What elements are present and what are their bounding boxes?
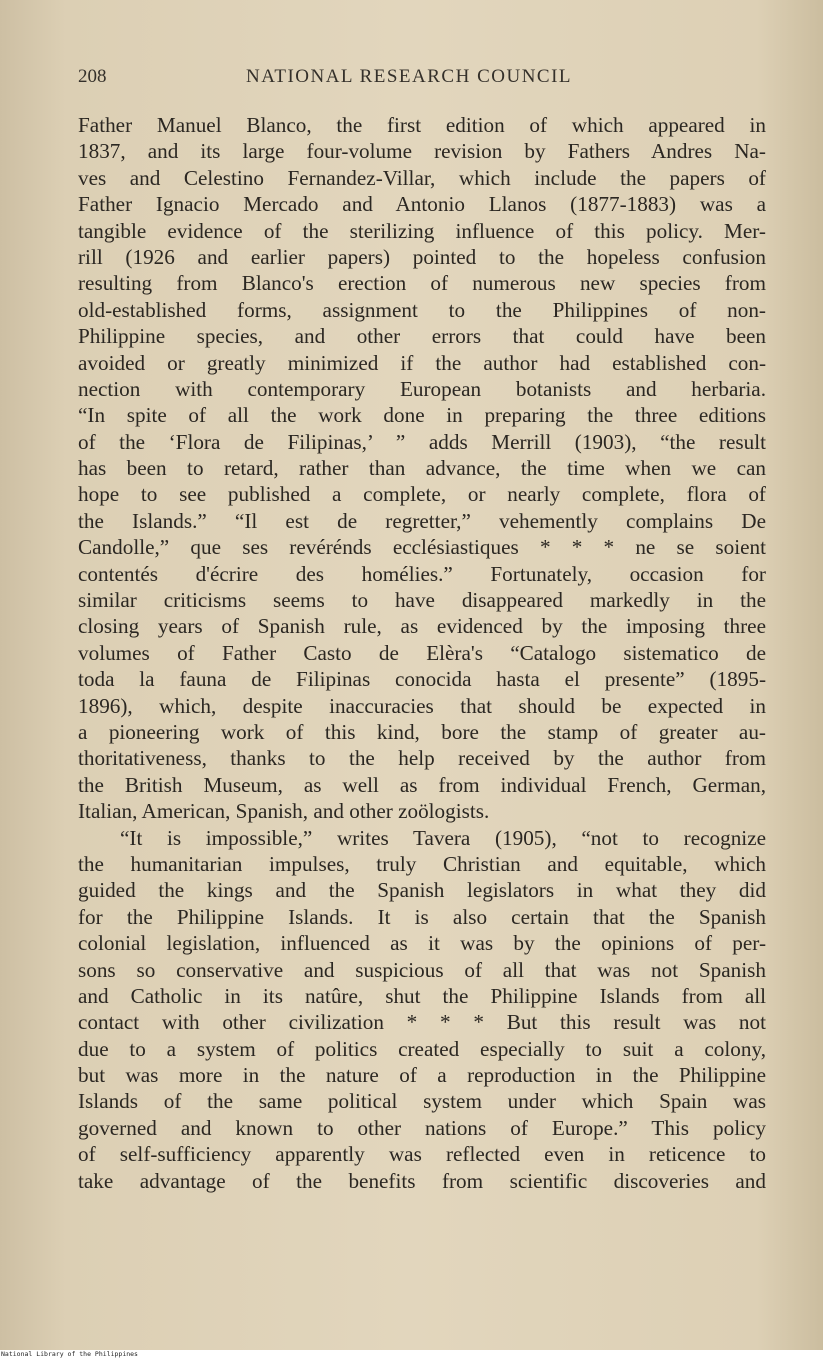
body-text — [78, 112, 766, 1194]
paragraph-start-line: “It is impossible,” writes Tavera (1905), “not to recognize — [120, 825, 766, 850]
text-line: the humanitarian impulses, truly Christian and equitable, which — [78, 851, 766, 876]
text-line: governed and known to other nations of Europe.” This policy — [78, 1115, 766, 1140]
text-line: Philippine species, and other errors that could have been — [78, 324, 766, 349]
text-line: has been to retard, rather than advance, the time when we can — [78, 456, 766, 481]
text-line: but was more in the nature of a reproduction in the Philippine — [78, 1063, 766, 1088]
text-line: thoritativeness, thanks to the help received by the author from — [78, 746, 766, 771]
text-line: the British Museum, as well as from individual French, German, — [78, 772, 766, 797]
text-line: take advantage of the benefits from scientific discoveries and — [78, 1168, 766, 1193]
text-line: closing years of Spanish rule, as evidenced by the imposing three — [78, 614, 766, 639]
text-line: ves and Celestino Fernandez-Villar, which include the papers of — [78, 165, 766, 190]
text-line: 1837, and its large four-volume revision by Fathers Andres Na- — [78, 139, 766, 164]
library-credit: National Library of the Philippines — [1, 1350, 138, 1358]
text-line: volumes of Father Casto de Elèra's “Catalogo sistematico de — [78, 640, 766, 665]
text-line: “In spite of all the work done in preparing the three editions — [78, 403, 766, 428]
text-line: of the ‘Flora de Filipinas,’ ” adds Merrill (1903), “the result — [78, 429, 766, 454]
text-line: contact with other civilization * * * But this result was not — [78, 1010, 766, 1035]
text-line: old-established forms, assignment to the Philippines of non- — [78, 297, 766, 322]
text-line: and Catholic in its natûre, shut the Philippine Islands from all — [78, 983, 766, 1008]
text-line: Father Manuel Blanco, the first edition of which appeared in — [78, 113, 766, 137]
text-line: nection with contemporary European botanists and herbaria. — [78, 376, 766, 401]
text-line: a pioneering work of this kind, bore the stamp of greater au- — [78, 719, 766, 744]
text-line: avoided or greatly minimized if the author had established con- — [78, 350, 766, 375]
text-line: guided the kings and the Spanish legislators in what they did — [78, 878, 766, 903]
text-line: the Islands.” “Il est de regretter,” vehemently complains De — [78, 508, 766, 533]
text-line: resulting from Blanco's erection of numerous new species from — [78, 271, 766, 296]
paragraph-end-line: Italian, American, Spanish, and other zoölogists. — [78, 799, 490, 824]
text-line: hope to see published a complete, or nearly complete, flora of — [78, 482, 766, 507]
page-header — [78, 64, 768, 94]
text-line: of self-sufficiency apparently was reflected even in reticence to — [78, 1142, 766, 1167]
text-line: similar criticisms seems to have disappeared markedly in the — [78, 588, 766, 613]
text-line: due to a system of politics created especially to suit a colony, — [78, 1036, 766, 1061]
text-line: Father Ignacio Mercado and Antonio Llanos (1877-1883) was a — [78, 192, 766, 217]
running-head: NATIONAL RESEARCH COUNCIL — [246, 66, 573, 87]
footer-bar — [0, 1350, 823, 1358]
page-number: 208 — [78, 66, 107, 87]
text-line: for the Philippine Islands. It is also certain that the Spanish — [78, 904, 766, 929]
text-line: rill (1926 and earlier papers) pointed to the hopeless confusion — [78, 244, 766, 269]
text-line: sons so conservative and suspicious of all that was not Spanish — [78, 957, 766, 982]
text-line: Candolle,” que ses revérénds ecclésiastiques * * * ne se soient — [78, 535, 766, 560]
text-line: toda la fauna de Filipinas conocida hasta el presente” (1895- — [78, 667, 766, 692]
text-line: colonial legislation, influenced as it was by the opinions of per- — [78, 931, 766, 956]
text-line: tangible evidence of the sterilizing influence of this policy. Mer- — [78, 218, 766, 243]
text-line: contentés d'écrire des homélies.” Fortunately, occasion for — [78, 561, 766, 586]
text-line: 1896), which, despite inaccuracies that should be expected in — [78, 693, 766, 718]
text-line: Islands of the same political system under which Spain was — [78, 1089, 766, 1114]
